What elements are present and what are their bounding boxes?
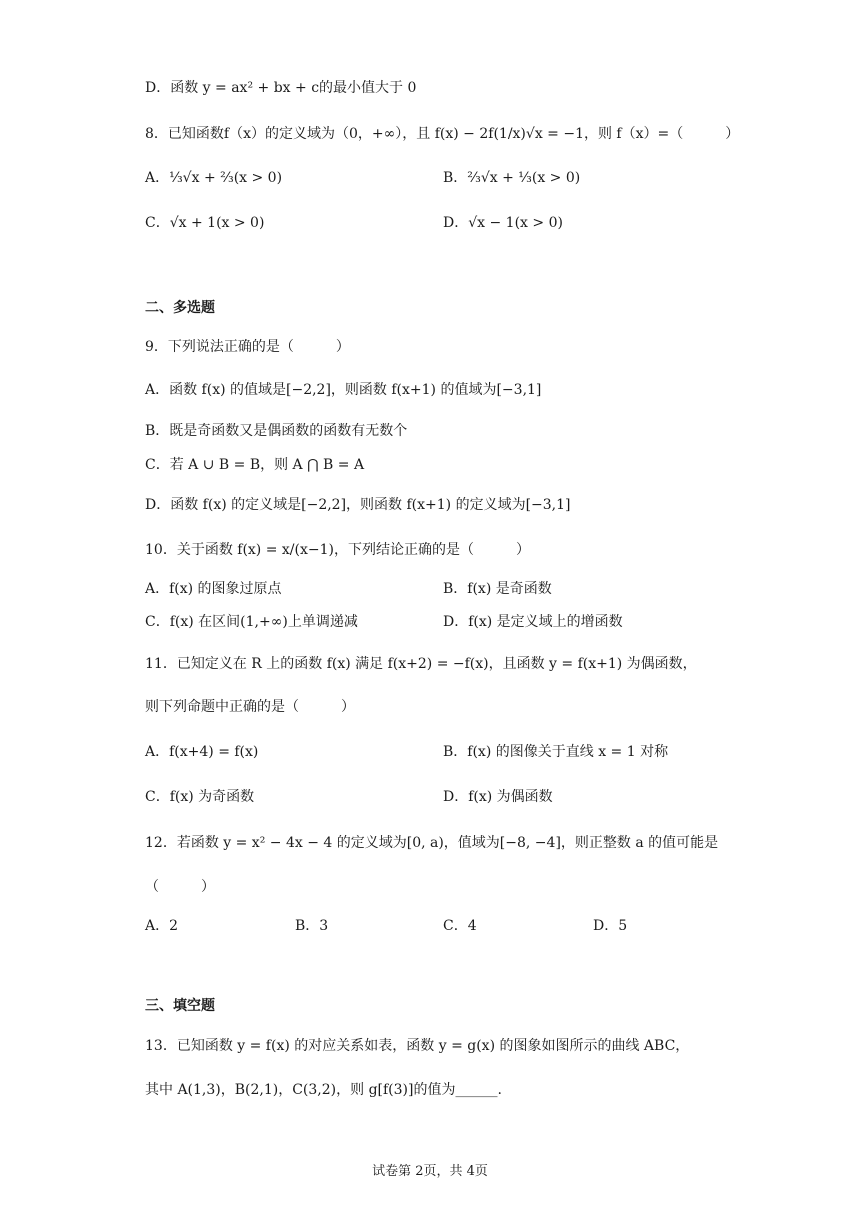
q8-option-a: A．⅓√x + ⅔(x > 0) — [145, 170, 283, 186]
q10-option-d: D．f(x) 是定义域上的增函数 — [443, 614, 623, 630]
q8-option-d: D．√x − 1(x > 0) — [443, 215, 563, 231]
q12-option-a: A．2 — [145, 918, 179, 934]
q10-option-a: A．f(x) 的图象过原点 — [145, 581, 282, 597]
q12-option-b: B．3 — [295, 918, 329, 934]
q11-stem-line2: 则下列命题中正确的是（ ） — [145, 699, 355, 715]
page-footer: 试卷第 2页，共 4页 — [372, 1164, 488, 1179]
q12-option-c: C．4 — [443, 918, 477, 934]
q8-option-b: B．⅔√x + ⅓(x > 0) — [443, 170, 581, 186]
q12-stem-line1: 12．若函数 y = x² − 4x − 4 的定义域为[0, a)，值域为[−8, −4]，则正整数 a 的值可能是 — [145, 835, 719, 851]
q9-option-b: B．既是奇函数又是偶函数的函数有无数个 — [145, 423, 408, 439]
q9-option-d: D．函数 f(x) 的定义域是[−2,2]，则函数 f(x+1) 的定义域为[−3,1] — [145, 497, 571, 513]
q8-stem: 8．已知函数f（x）的定义域为（0，+∞），且 f(x) − 2f(1/x)√x = −1，则 f（x）=（ ） — [145, 126, 740, 142]
section-fill-in-title: 三、填空题 — [145, 998, 215, 1014]
q10-option-b: B．f(x) 是奇函数 — [443, 581, 552, 597]
q11-option-c: C．f(x) 为奇函数 — [145, 789, 255, 805]
q9-option-c: C．若 A ∪ B = B，则 A ⋂ B = A — [145, 457, 365, 473]
q11-stem-line1: 11．已知定义在 R 上的函数 f(x) 满足 f(x+2) = −f(x)，且函数 y = f(x+1) 为偶函数， — [145, 656, 697, 672]
q10-stem: 10．关于函数 f(x) = x/(x−1)，下列结论正确的是（ ） — [145, 542, 530, 558]
q11-option-d: D．f(x) 为偶函数 — [443, 789, 553, 805]
q10-option-c: C．f(x) 在区间(1,+∞)上单调递减 — [145, 614, 358, 630]
q9-stem: 9．下列说法正确的是（ ） — [145, 339, 350, 355]
q13-stem-line1: 13．已知函数 y = f(x) 的对应关系如表，函数 y = g(x) 的图象如图所示的曲线 ABC， — [145, 1038, 690, 1054]
q11-option-b: B．f(x) 的图像关于直线 x = 1 对称 — [443, 744, 669, 760]
q7-option-d: D．函数 y = ax² + bx + c的最小值大于 0 — [145, 80, 417, 96]
q13-stem-line2: 其中 A(1,3)，B(2,1)，C(3,2)，则 g[f(3)]的值为______. — [145, 1082, 502, 1098]
q8-option-c: C．√x + 1(x > 0) — [145, 215, 265, 231]
q12-option-d: D．5 — [593, 918, 628, 934]
section-multi-choice-title: 二、多选题 — [145, 300, 215, 316]
q11-option-a: A．f(x+4) = f(x) — [145, 744, 259, 760]
q9-option-a: A．函数 f(x) 的值域是[−2,2]，则函数 f(x+1) 的值域为[−3,1] — [145, 382, 542, 398]
q12-stem-line2: （ ） — [145, 879, 215, 895]
